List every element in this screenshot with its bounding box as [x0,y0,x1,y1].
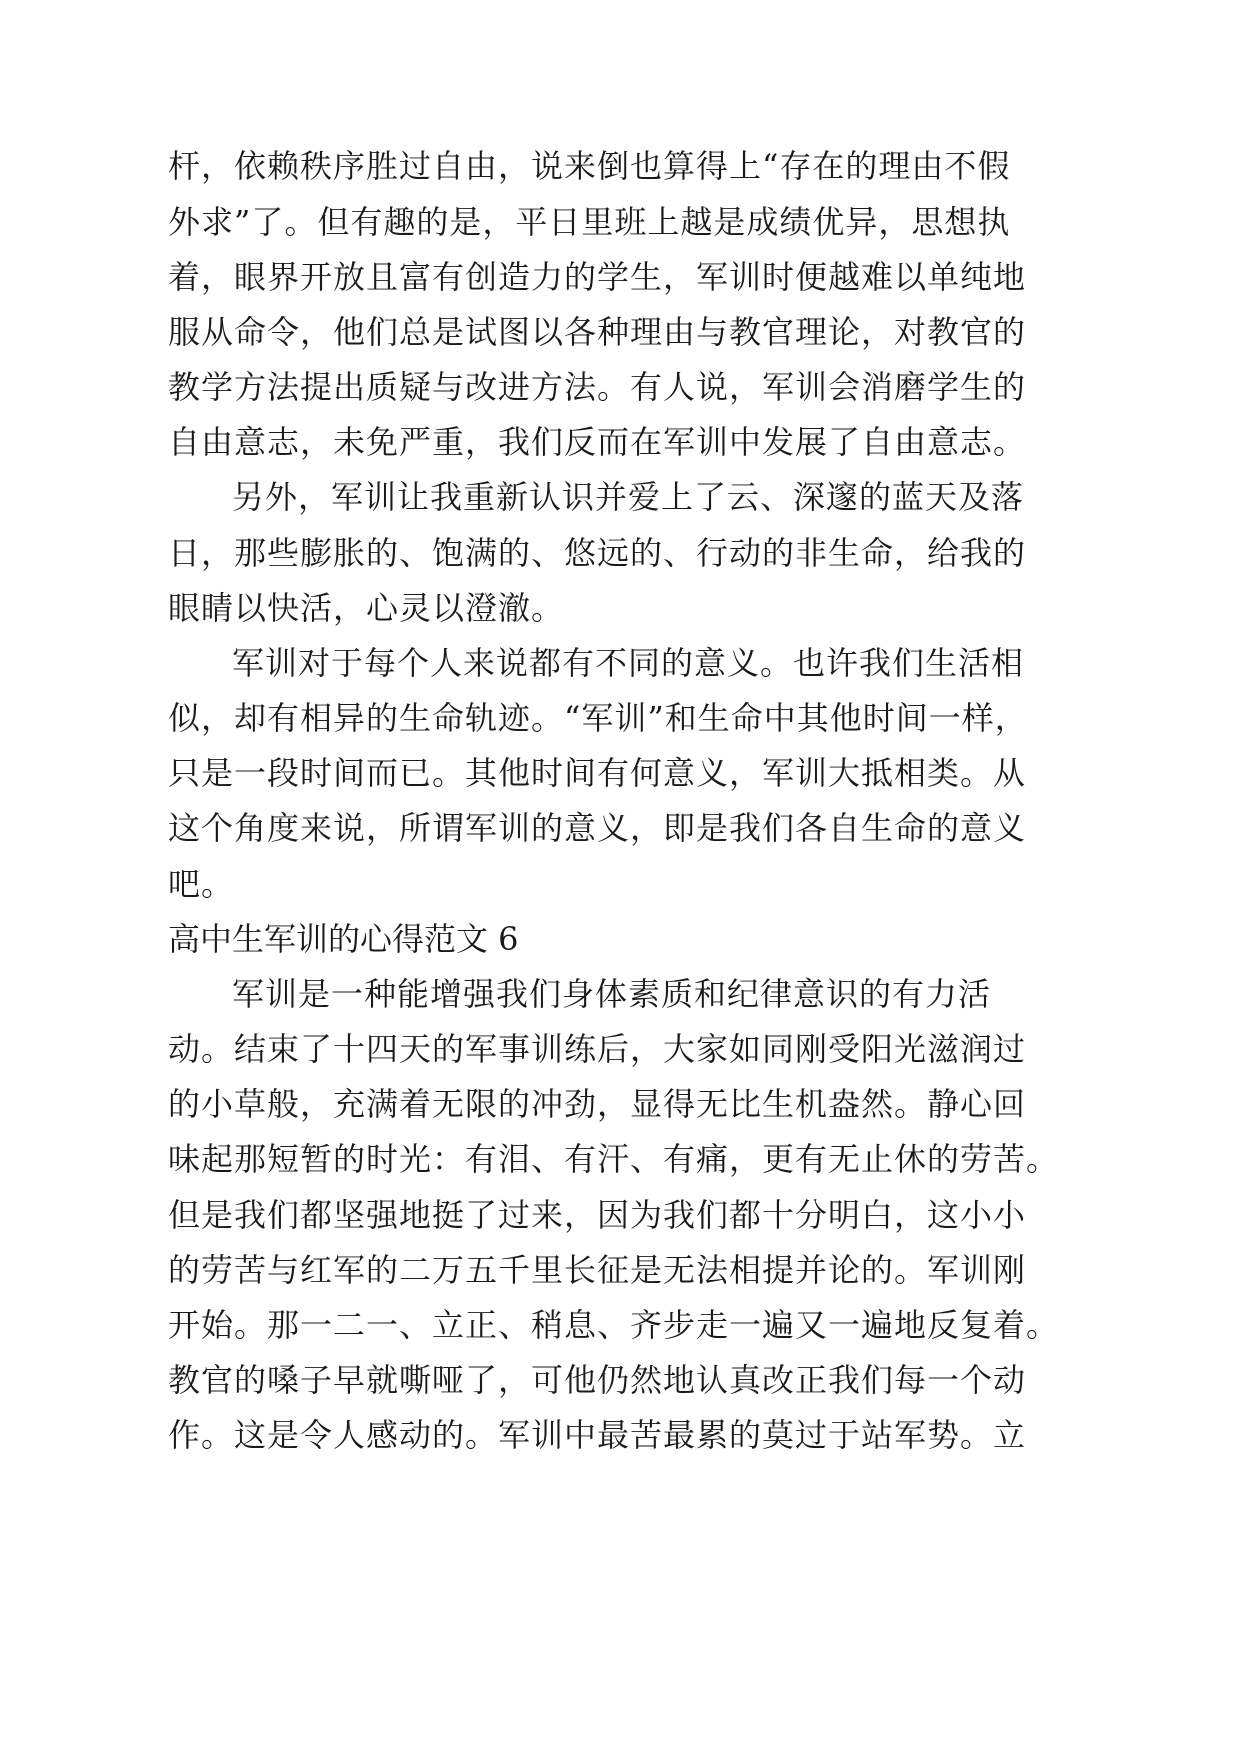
paragraph-2-line-2: 日，那些膨胀的、饱满的、悠远的、行动的非生命，给我的 [168,534,1027,572]
paragraph-4-line-7: 开始。那一二一、立正、稍息、齐步走一遍又一遍地反复着。 [168,1306,1060,1344]
paragraph-4-line-5: 但是我们都坚强地挺了过来，因为我们都十分明白，这小小 [168,1196,1027,1234]
paragraph-1-line-5: 教学方法提出质疑与改进方法。有人说，军训会消磨学生的 [168,368,1027,406]
paragraph-2-line-3: 眼睛以快活，心灵以澄澈。 [168,589,565,627]
paragraph-1-line-1: 杆，依赖秩序胜过自由，说来倒也算得上“存在的理由不假 [168,147,1011,185]
paragraph-1-line-4: 服从命令，他们总是试图以各种理由与教官理论，对教官的 [168,313,1027,351]
paragraph-3-line-4: 这个角度来说，所谓军训的意义，即是我们各自生命的意义 [168,809,1027,847]
paragraph-4-line-6: 的劳苦与红军的二万五千里长征是无法相提并论的。军训刚 [168,1251,1027,1289]
section-heading: 高中生军训的心得范文 6 [168,920,519,958]
paragraph-4-line-1: 军训是一种能增强我们身体素质和纪律意识的有力活 [232,975,992,1013]
paragraph-2-line-1: 另外，军训让我重新认识并爱上了云、深邃的蓝天及落 [232,478,1025,516]
paragraph-4-line-8: 教官的嗓子早就嘶哑了，可他仍然地认真改正我们每一个动 [168,1361,1027,1399]
paragraph-3-line-1: 军训对于每个人来说都有不同的意义。也许我们生活相 [232,644,1025,682]
paragraph-4-line-9: 作。这是令人感动的。军训中最苦最累的莫过于站军势。立 [168,1416,1027,1454]
paragraph-1-line-6: 自由意志，未免严重，我们反而在军训中发展了自由意志。 [168,423,1027,461]
paragraph-4-line-2: 动。结束了十四天的军事训练后，大家如同刚受阳光滋润过 [168,1030,1027,1068]
paragraph-3-line-5: 吧。 [168,865,235,903]
paragraph-4-line-4: 味起那短暂的时光：有泪、有汗、有痛，更有无止休的劳苦。 [168,1140,1060,1178]
paragraph-3-line-2: 似，却有相异的生命轨迹。“军训”和生命中其他时间一样， [168,699,1028,737]
paragraph-4-line-3: 的小草般，充满着无限的冲劲，显得无比生机盎然。静心回 [168,1085,1027,1123]
paragraph-1-line-2: 外求”了。但有趣的是，平日里班上越是成绩优异，思想执 [168,203,1011,241]
paragraph-1-line-3: 着，眼界开放且富有创造力的学生，军训时便越难以单纯地 [168,258,1027,296]
paragraph-3-line-3: 只是一段时间而已。其他时间有何意义，军训大抵相类。从 [168,754,1027,792]
